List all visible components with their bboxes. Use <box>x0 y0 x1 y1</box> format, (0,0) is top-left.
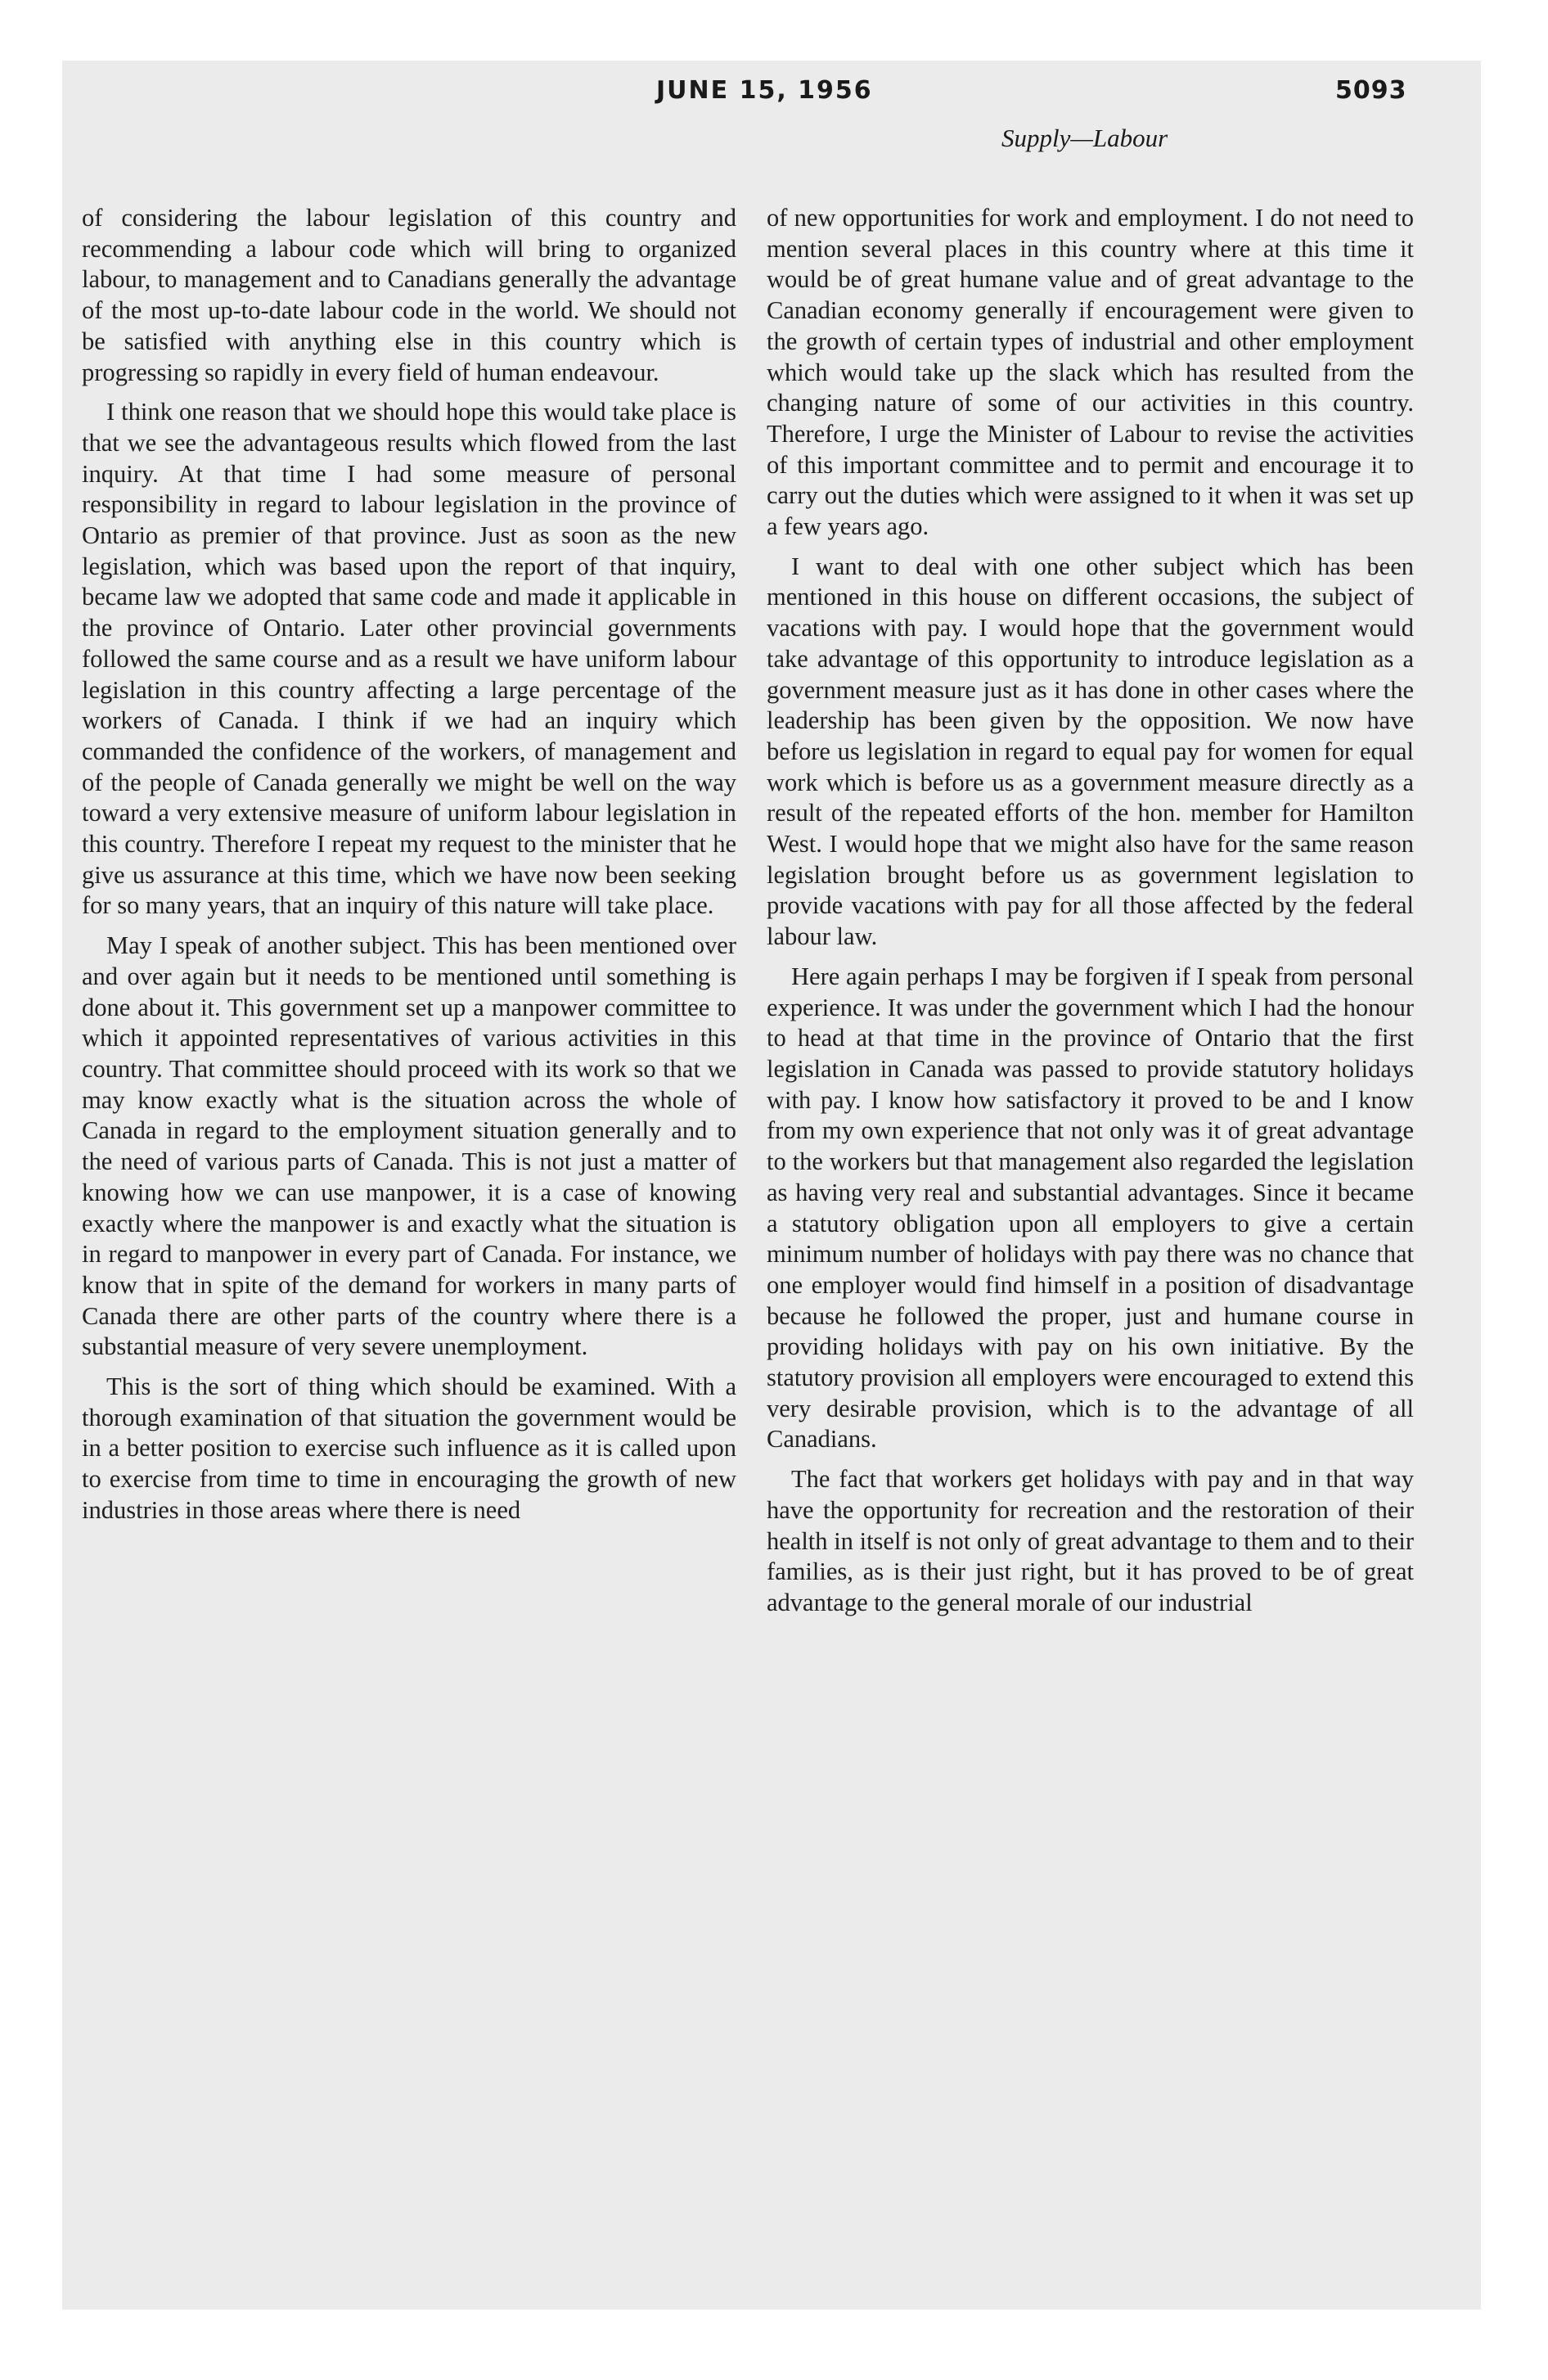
paragraph: I want to deal with one other subject which has been mentioned in this house on different occasions, the subject of vacations with pay. I would hope that the government would take advantage of this opportunity to introduce legislation as a government measure just as it has done in other cases where the leadership has been given by the opposition. We now have before us legislation in regard to equal pay for women for equal work which is before us as a government measure directly as a result of the repeated efforts of the hon. member for Hamilton West. I would hope that we might also have for the same reason legislation brought before us as government legislation to provide vacations with pay for all those affected by the federal labour law. <box>767 552 1414 951</box>
right-column <box>767 203 1414 1619</box>
page-header <box>0 76 1548 152</box>
header-date: JUNE 15, 1956 <box>656 76 873 105</box>
page-number: 5093 <box>1335 76 1407 105</box>
paragraph: of considering the labour legislation of this country and recommending a labour code which will bring to organized labour, to management and to Canadians generally the advantage of the most up-to-date labour code in the world. We should not be satisfied with anything else in this country which is progressing so rapidly in every field of human endeavour. <box>82 204 736 386</box>
paragraph: The fact that workers get holidays with pay and in that way have the opportunity for recreation and the restoration of their health in itself is not only of great advantage to them and to their families, as is their just right, but it has proved to be of great advantage to the general morale of our industrial <box>767 1465 1414 1616</box>
paragraph: of new opportunities for work and employment. I do not need to mention several places in this country where at this time it would be of great humane value and of great advantage to the Canadian economy generally if encouragement were given to the growth of certain types of industrial and other employment which would take up the slack which has resulted from the changing nature of some of our activities in this country. Therefore, I urge the Minister of Labour to revise the activities of this important committee and to permit and encourage it to carry out the duties which were assigned to it when it was set up a few years ago. <box>767 204 1414 541</box>
paragraph: I think one reason that we should hope this would take place is that we see the advantageous results which flowed from the last inquiry. At that time I had some measure of personal responsibility in regard to labour legislation in the province of Ontario as premier of that province. Just as soon as the new legislation, which was based upon the report of that inquiry, became law we adopted that same code and made it applicable in the province of Ontario. Later other provincial governments followed the same course and as a result we have uniform labour legislation in this country affecting a large percentage of the workers of Canada. I think if we had an inquiry which commanded the confidence of the workers, of management and of the people of Canada generally we might be well on the way toward a very extensive measure of uniform labour legislation in this country. Therefore I repeat my request to the minister that he give us assurance at this time, which we have now been seeking for so many years, that an inquiry of this nature will take place. <box>82 398 736 920</box>
section-subject: Supply—Labour <box>1001 124 1168 152</box>
paragraph: Here again perhaps I may be forgiven if I speak from personal experience. It was under the government which I had the honour to head at that time in the province of Ontario that the first legislation in Canada was passed to provide statutory holidays with pay. I know how satisfactory it proved to be and I know from my own experience that not only was it of great advantage to the workers but that management also regarded the legislation as having very real and substantial advantages. Since it became a statutory obligation upon all employers to give a certain minimum number of holidays with pay there was no chance that one employer would find himself in a position of disadvantage because he followed the proper, just and humane course in providing holidays with pay on his own initiative. By the statutory provision all employers were encouraged to extend this very desirable provision, which is to the advantage of all Canadians. <box>767 962 1414 1454</box>
left-column <box>82 203 736 1526</box>
paragraph: May I speak of another subject. This has been mentioned over and over again but it needs to be mentioned until something is done about it. This government set up a manpower committee to which it appointed representatives of various activities in this country. That committee should proceed with its work so that we may know exactly what is the situation across the whole of Canada in regard to the employment situation generally and to the need of various parts of Canada. This is not just a matter of knowing how we can use manpower, it is a case of knowing exactly where the manpower is and exactly what the situation is in regard to manpower in every part of Canada. For instance, we know that in spite of the demand for workers in many parts of Canada there are other parts of the country where there is a substantial measure of very severe unemployment. <box>82 931 736 1361</box>
paragraph: This is the sort of thing which should be examined. With a thorough examination of that situation the government would be in a better position to exercise such influence as it is called upon to exercise from time to time in encouraging the growth of new industries in those areas where there is need <box>82 1373 736 1524</box>
